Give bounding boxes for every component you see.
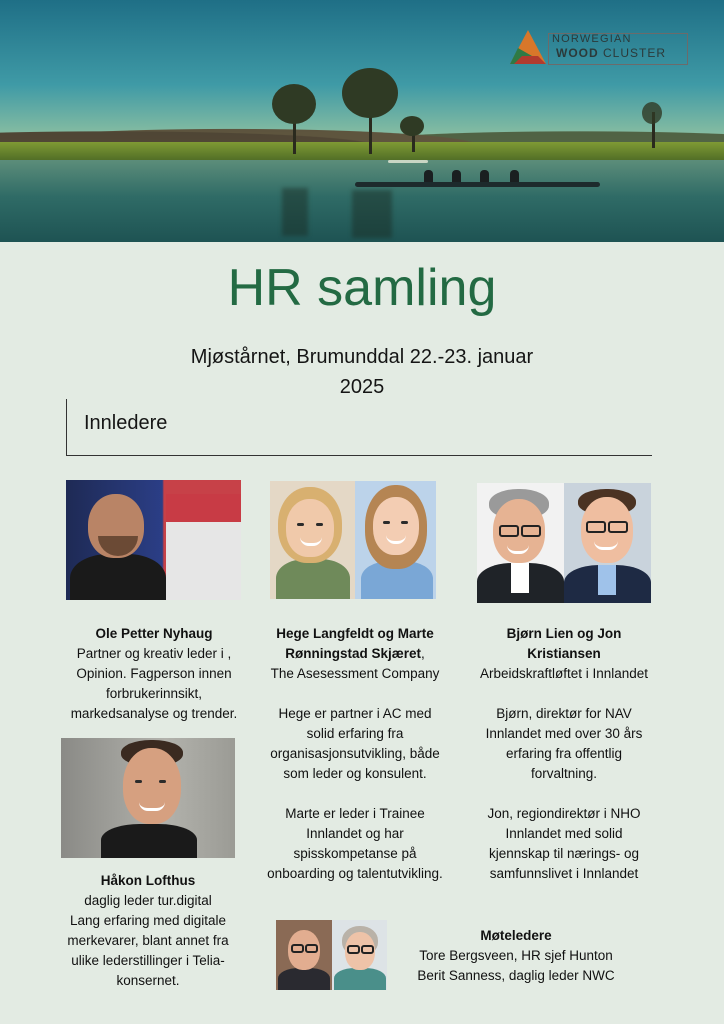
photo-jon-kristiansen: [564, 483, 651, 603]
speaker-ole-text: [54, 624, 254, 724]
logo-line2: WOOD CLUSTER: [556, 46, 667, 60]
speaker-desc-line: Innlandet og har: [306, 826, 404, 841]
speaker-desc-line: Bjørn, direktør for NAV: [496, 706, 632, 721]
speaker-desc-line: Marte er leder i Trainee: [285, 806, 425, 821]
speaker-hakon-text: [50, 871, 246, 991]
speaker-desc-line: organisasjonsutvikling, både: [270, 746, 440, 761]
event-subtitle: Mjøstårnet, Brumunddal 22.-23. januar 2025: [190, 346, 534, 398]
moderator-line: Tore Bergsveen, HR sjef Hunton: [419, 948, 613, 963]
speaker-name-line2: Kristiansen: [527, 646, 601, 661]
photo-berit-sanness: [332, 920, 387, 990]
photo-hakon-lofthus: [61, 738, 235, 858]
speaker-name: Bjørn Lien og Jon: [506, 626, 622, 641]
speaker-desc-line: Opinion. Fagperson innen: [76, 666, 232, 681]
moderator-line: Berit Sanness, daglig leder NWC: [417, 968, 615, 983]
speaker-desc-line: merkevarer, blant annet fra: [67, 933, 229, 948]
speaker-desc-line: samfunnslivet i Innlandet: [489, 866, 639, 881]
page-title: HR samling: [227, 259, 497, 317]
speaker-desc-line: Lang erfaring med digitale: [69, 913, 227, 928]
speaker-name: Ole Petter Nyhaug: [95, 626, 213, 641]
speaker-name: Hege Langfeldt og Marte: [276, 626, 434, 641]
speaker-desc-line: forbrukerinnsikt,: [105, 686, 203, 701]
photo-hege-langfeldt: [270, 481, 355, 599]
speaker-desc-line: Innlandet med over 30 års: [485, 726, 643, 741]
section-divider-horizontal: [66, 455, 652, 456]
speaker-name-line2: Rønningstad Skjæret,: [285, 646, 425, 661]
speaker-desc-line: solid erfaring fra: [306, 726, 404, 741]
section-divider-vertical: [66, 399, 67, 455]
speaker-desc-line: konsernet.: [116, 973, 180, 988]
speaker-name: Håkon Lofthus: [100, 873, 196, 888]
speaker-desc-line: Partner og kreativ leder i ,: [76, 646, 232, 661]
speaker-desc-line: Jon, regiondirektør i NHO: [487, 806, 641, 821]
speaker-bjorn-jon-text: [466, 624, 662, 884]
speaker-desc-line: spisskompetanse på: [293, 846, 417, 861]
speaker-desc-line: markedsanalyse og trender.: [70, 706, 238, 721]
logo-triangle-icon: [508, 28, 548, 66]
photo-tore-bergsveen: [276, 920, 332, 990]
section-heading: Innledere: [84, 412, 168, 434]
moderators-text: [398, 926, 634, 986]
norwegian-wood-cluster-logo: [508, 28, 688, 66]
speaker-desc-line: onboarding og talentutvikling.: [267, 866, 443, 881]
speaker-desc-line: ulike lederstillinger i Telia-: [71, 953, 225, 968]
photo-bjorn-lien: [477, 483, 564, 603]
speaker-desc-line: kjennskap til nærings- og: [488, 846, 640, 861]
photo-marte-ronningstad-skjaeret: [355, 481, 436, 599]
logo-line1: NORWEGIAN: [552, 33, 632, 45]
speaker-desc-line: Hege er partner i AC med: [278, 706, 432, 721]
speaker-org: Arbeidskraftløftet i Innlandet: [479, 666, 649, 681]
moderators-heading: Møteledere: [480, 928, 552, 943]
speaker-desc-line: som leder og konsulent.: [283, 766, 427, 781]
photo-ole-petter-nyhaug: [66, 480, 241, 600]
speaker-desc-line: forvaltning.: [530, 766, 598, 781]
speaker-company: The Asesessment Company: [270, 666, 440, 681]
speaker-desc-line: Innlandet med solid: [505, 826, 623, 841]
speaker-desc-line: erfaring fra offentlig: [505, 746, 623, 761]
speaker-hege-marte-text: [250, 624, 460, 884]
speaker-desc-line: daglig leder tur.digital: [84, 893, 212, 908]
